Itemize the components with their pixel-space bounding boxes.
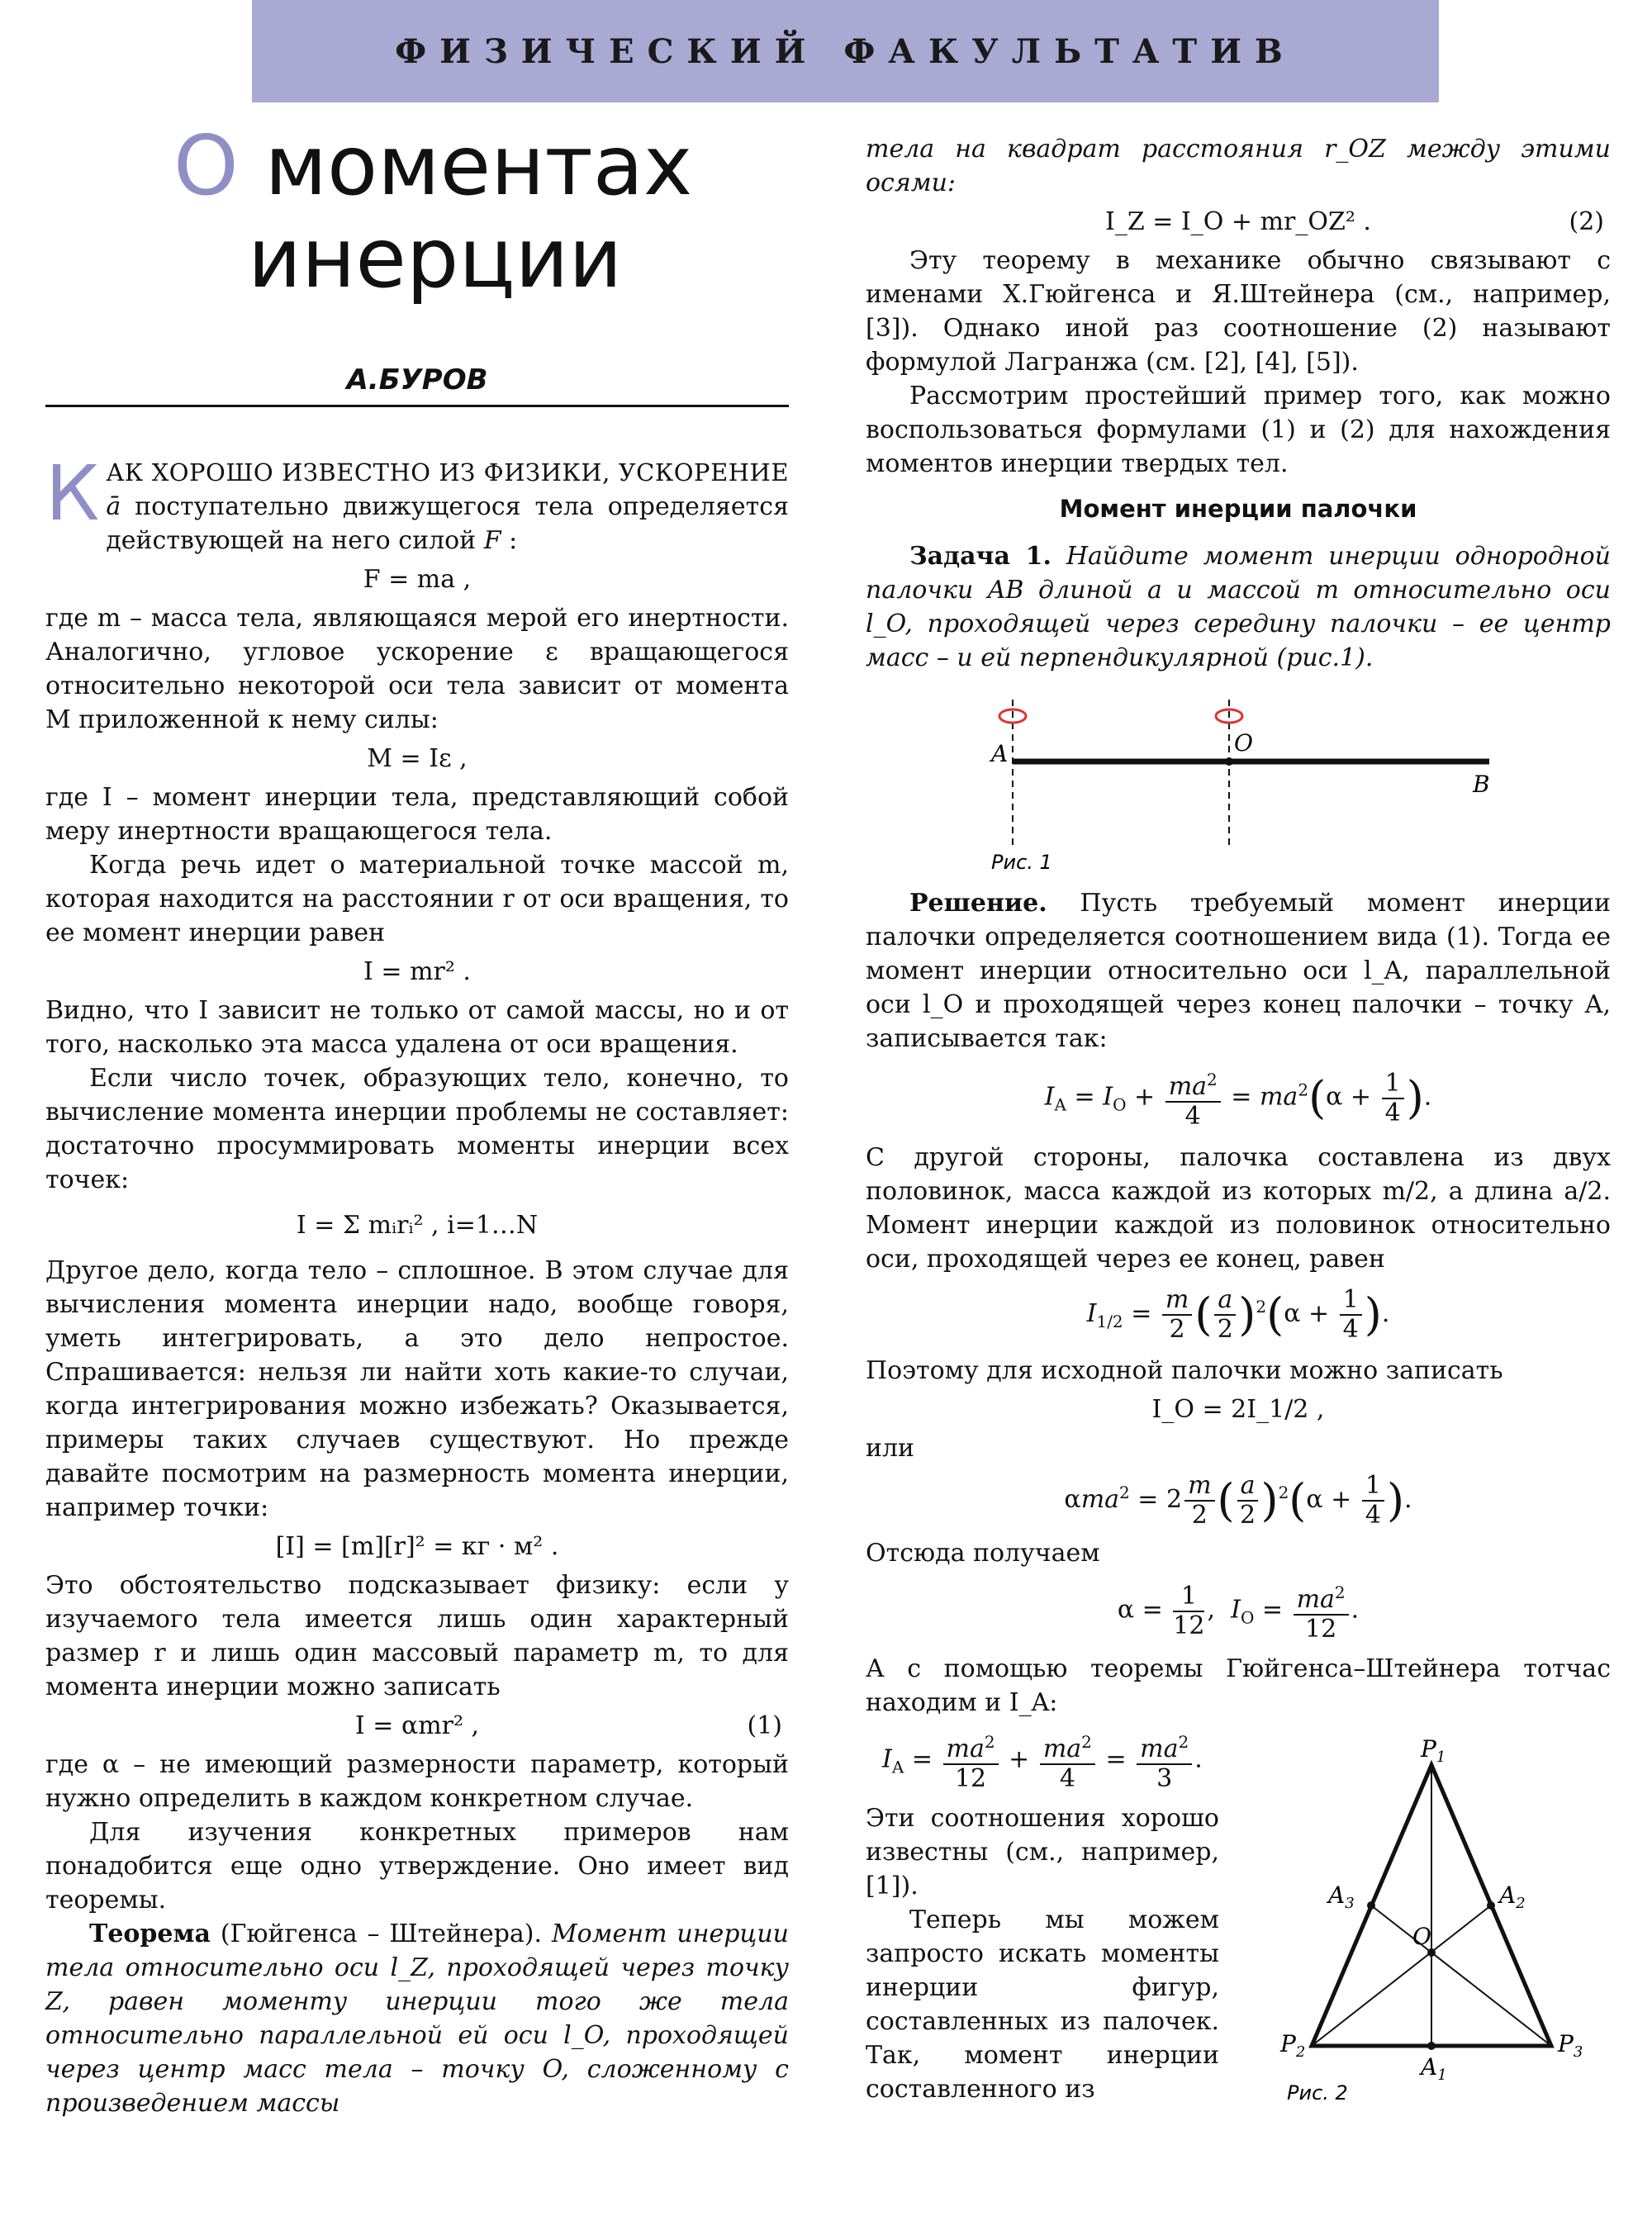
theorem-text: Момент инерции тела относительно оси l_Z, проходящей через точку Z, равен моменту инерции того же тела относительно параллельной ей оси l_O, проходящей через центр масс тела – точку O, сложенному с произведением массы xyxy=(45,1919,789,2118)
svg-text:A3: $A_3$ xyxy=(1326,1881,1355,1912)
formula-ia-final: $I_A$ = $\frac{ma^2}{12}$ + $\frac{ma^2}{4}$ = $\frac{ma^2}{3}$ . xyxy=(882,1728,1219,1793)
title-line2: инерции xyxy=(248,210,623,306)
label-o: O xyxy=(1234,729,1253,757)
section-banner xyxy=(252,0,1439,102)
label-a1: A xyxy=(1421,2053,1438,2081)
formula-1: I = αmr² , (1) xyxy=(45,1709,789,1743)
svg-text:P3 xyxy=(1557,2030,1583,2061)
formula-rotation: M = Iε , xyxy=(367,744,468,773)
para-15: Отсюда получаем xyxy=(866,1539,1100,1568)
formula-half: $I_{1/2}$ = $\frac{m}{2}$ ( $\frac{a}{2}$ )$^2$(α + $\frac{1}{4}$ ). xyxy=(1086,1285,1390,1344)
fig2-caption: Рис. 2 xyxy=(1287,2081,1348,2104)
task-label: Задача 1. xyxy=(909,542,1051,571)
formula-ia: $I_A = I_O$ + $\frac{ma^2}{4}$ = $ma^2(\alpha$ + $\frac{1}{4}$ ). xyxy=(866,1065,1611,1131)
para-8: Это обстоятельство подсказывает физику: если у изучаемого тела имеется лишь один характерный размер r и лишь один массовый параметр m, то для момента инерции можно записать xyxy=(45,1571,789,1701)
theorem-continued: тела на квадрат расстояния r_OZ между этими осями: xyxy=(866,135,1611,197)
label-p2: P xyxy=(1280,2030,1296,2057)
solution-label: Решение. xyxy=(909,889,1047,918)
para-13: С другой стороны, палочка составлена из двух половинок, масса каждой из которых m/2, а длина a/2. Момент инерции каждой из половинок относительно оси, проходящей через ее конец, равен xyxy=(866,1143,1611,1274)
article-title xyxy=(173,117,693,306)
figure-1 xyxy=(866,683,1611,881)
p1b: поступательно движущегося тела определяется действующей на него силой xyxy=(106,492,789,555)
svg-text:A2: $A_2$ xyxy=(1497,1881,1526,1912)
para-18: Теперь мы можем запросто искать моменты инерции фигур, составленных из палочек. Так, момент инерции составленного из xyxy=(866,1905,1219,2104)
formula-dimension: [I] = [m][r]² = кг · м² . xyxy=(275,1532,559,1561)
para-14: Поэтому для исходной палочки можно записать xyxy=(866,1356,1503,1385)
svg-text:A1: $A_1$ xyxy=(1418,2053,1447,2084)
label-a3: A xyxy=(1328,1881,1346,1909)
title-rule xyxy=(45,405,789,407)
lead-text: АК ХОРОШО ИЗВЕСТНО ИЗ ФИЗИКИ, УСКОРЕНИЕ xyxy=(106,458,789,486)
sub-1: 1 xyxy=(1436,1749,1446,1766)
figure-2 xyxy=(1229,1728,1609,2157)
formula-result: α = $\frac{1}{12}$ , $I_O$ = $\frac{ma^2}{12}$ . xyxy=(866,1578,1611,1644)
para-2: где m – масса тела, являющаяся мерой его инертности. Аналогично, угловое ускорение ε вращающегося относительно некоторой оси тела зависит от момента M приложенной к нему силы: xyxy=(45,604,789,734)
para-4: Когда речь идет о материальной точке массой m, которая находится на расстоянии r от оси вращения, то ее момент инерции равен xyxy=(45,851,789,947)
right-column xyxy=(866,132,1611,2190)
banner-title: ФИЗИЧЕСКИЙ ФАКУЛЬТАТИВ xyxy=(395,31,1296,71)
drop-cap: К xyxy=(45,449,100,538)
para-10: Для изучения конкретных примеров нам понадобится еще одно утверждение. Оно имеет вид теоремы. xyxy=(45,1818,789,1915)
label-p3: P xyxy=(1558,2030,1574,2057)
left-column: КАК ХОРОШО ИЗВЕСТНО ИЗ ФИЗИКИ, УСКОРЕНИЕ ā поступательно движущегося тела определяется действующей на него силой F : F = ma , где m – масса тела, являющаяся мерой его инертности. Аналогично, угловое ускорение ε вращающегося относительно некоторой оси тела зависит от момента M приложенной к нему силы: M = Iε , где I – момент инерции тела, представляющий собой меру инертности вращающегося тела. Когда речь идет о материальной точке массой m, которая находится на расстоянии r от оси вращения, то ее момент инерции равен I = mr² . Видно, что I зависит не только от самой массы, но и от того, насколько эта масса удалена от оси вращения. Если число точек, образующих тело, конечно, то вычисление момента инерции проблемы не составляет: достаточно просуммировать моменты инерции всех точек: I = Σ mᵢrᵢ² , i=1…N Другое дело, когда тело – сплошное. В этом случае для вычисления момента инерции надо, вообще говоря, уметь интегрировать, а это дело непростое. Спрашивается: нельзя ли найти хоть какие-то случаи, когда интегрирования можно избежать? Оказывается, примеры таких случаев существуют. Но прежде давайте посмотрим на размерность момента инерции, например точки: [I] = [m][r]² = кг · м² . Это обстоятельство подсказывает физику: если у изучаемого тела имеется лишь один характерный размер r и лишь один массовый параметр m, то для момента инерции можно записать I = αmr² , (1) где α – не имеющий размерности параметр, который нужно определить в каждом конкретном случае. Для изучения конкретных примеров нам понадобится еще одно утверждение. Оно имеет вид теоремы. Теорема (Гюйгенса – Штейнера). Момент инерции тела относительно оси l_Z, проходящей через точку Z, равен моменту инерции того же тела относительно параллельной ей оси l_O, проходящей через центр масс тела – точку O, сложенному с произведением массы xyxy=(45,456,789,2120)
label-b: B xyxy=(1473,771,1490,798)
formula-point: I = mr² . xyxy=(363,957,471,986)
label-a2: A xyxy=(1499,1881,1517,1909)
word-or: или xyxy=(866,1434,915,1463)
para-12: Рассмотрим простейший пример того, как можно воспользоваться формулами (1) и (2) для нахождения моментов инерции твердых тел. xyxy=(866,382,1611,478)
solution-text: Пусть требуемый момент инерции палочки определяется соотношением вида (1). Тогда ее момент инерции относительно оси l_A, параллельной оси l_O и проходящей через конец палочки – точку A, записывается так: xyxy=(866,889,1611,1053)
label-center-o: O xyxy=(1412,1923,1431,1950)
eq-number-2: (2) xyxy=(1569,207,1604,236)
para-9: где α – не имеющий размерности параметр, который нужно определить в каждом конкретном случае. xyxy=(45,1750,789,1813)
para-16: А с помощью теоремы Гюйгенса–Штейнера тотчас находим и I_A: xyxy=(866,1654,1611,1717)
theorem-label: Теорема xyxy=(89,1919,211,1948)
title-line1: моментах xyxy=(264,117,693,214)
para-17: Эти соотношения хорошо известны (см., например, [1]). xyxy=(866,1804,1219,1900)
theorem xyxy=(45,1917,789,2120)
formula-alpha-eq: αma$^2$ = 2 $\frac{m}{2}$ ( $\frac{a}{2}$ )$^2$(α + $\frac{1}{4}$ ). xyxy=(1064,1471,1412,1530)
para-6: Если число точек, образующих тело, конечно, то вычисление момента инерции проблемы не составляет: достаточно просуммировать моменты инерции всех точек: xyxy=(45,1064,789,1194)
label-a: A xyxy=(991,740,1009,767)
para-7: Другое дело, когда тело – сплошное. В этом случае для вычисления момента инерции надо, вообще говоря, уметь интегрировать, а это дело непростое. Спрашивается: нельзя ли найти хоть какие-то случаи, когда интегрирования можно избежать? Оказывается, примеры таких случаев существуют. Но прежде давайте посмотрим на размерность момента инерции, например точки: xyxy=(45,1256,789,1522)
eq-number-1: (1) xyxy=(747,1711,782,1740)
formula-sum: I = Σ mᵢrᵢ² , i=1…N xyxy=(296,1211,539,1240)
theorem-names: (Гюйгенса – Штейнера). xyxy=(220,1919,543,1948)
formula-io: I_O = 2I_1/2 , xyxy=(1151,1395,1325,1424)
para-5: Видно, что I зависит не только от самой массы, но и от того, насколько эта масса удалена от оси вращения. xyxy=(45,996,789,1059)
sub-2: 2 xyxy=(1295,2043,1306,2061)
task-text: Найдите момент инерции однородной палочки AB длиной a и массой m относительно оси l_O, проходящей через середину палочки – ее центр масс – и ей перпендикулярной (рис.1). xyxy=(866,542,1611,672)
formula-newton: F = ma , xyxy=(363,565,472,594)
sub-3: 3 xyxy=(1573,2043,1583,2061)
title-letter-o: О xyxy=(173,117,239,214)
para-11: Эту теорему в механике обычно связывают с именами Х.Гюйгенса и Я.Штейнера (см., например, [3]). Однако иной раз соотношение (2) называют формулой Лагранжа (см. [2], [4], [5]). xyxy=(866,246,1611,377)
svg-text:P1 xyxy=(1420,1735,1446,1766)
svg-text:P2 xyxy=(1279,2030,1305,2061)
fig1-caption: Рис. 1 xyxy=(991,851,1052,874)
author: А.БУРОВ xyxy=(346,363,488,396)
subheading: Момент инерции палочки xyxy=(1059,495,1417,523)
label-p1: P xyxy=(1421,1735,1436,1763)
formula-2: I_Z = I_O + mr_OZ² . (2) xyxy=(866,205,1611,239)
para-3: где I – момент инерции тела, представляющий собой меру инертности вращающегося тела. xyxy=(45,783,789,846)
